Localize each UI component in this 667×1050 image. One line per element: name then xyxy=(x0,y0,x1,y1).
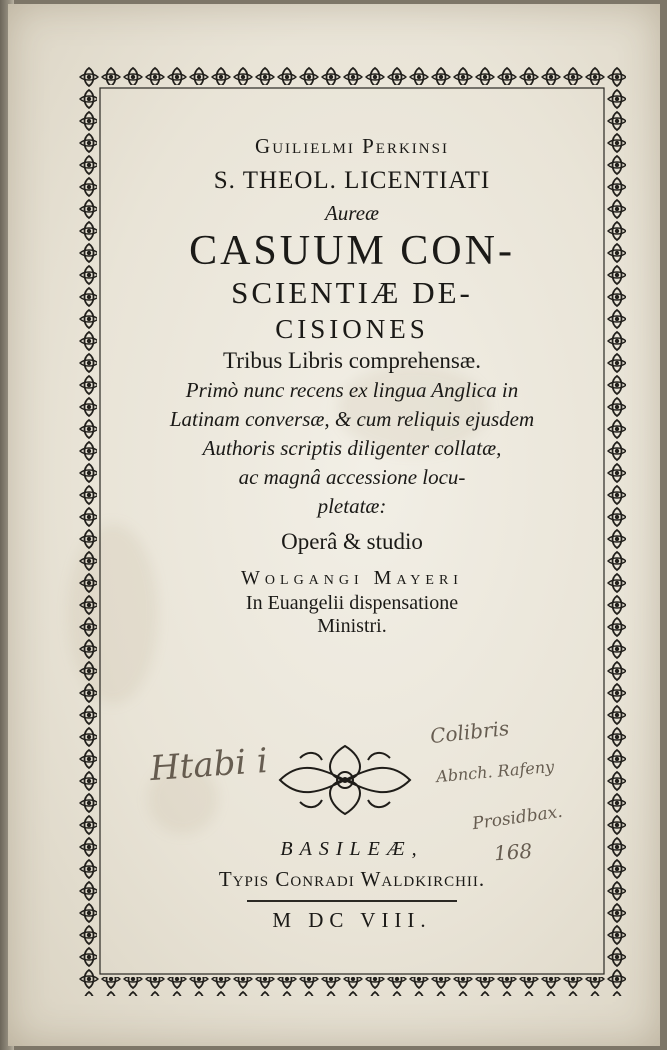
handwritten-note-right-1: Colibris xyxy=(428,715,511,749)
subtitle-line: Tribus Libris comprehensæ. xyxy=(223,348,481,373)
aureae-line: Aureæ xyxy=(324,201,380,225)
imprint-place: BASILEÆ, xyxy=(280,838,424,860)
description-line-3: Authoris scriptis diligenter collatæ, xyxy=(202,436,502,460)
title-line-3: CISIONES xyxy=(275,314,429,344)
handwritten-note-left: Htabi i xyxy=(148,740,270,790)
title-block xyxy=(110,128,594,638)
imprint-block xyxy=(110,838,594,933)
description-line-2: Latinam conversæ, & cum reliquis ejusdem xyxy=(169,407,535,431)
imprint-year: M DC VIII. xyxy=(272,908,432,932)
description-line-5: pletatæ: xyxy=(317,494,387,518)
office-line-2: Ministri. xyxy=(317,615,387,637)
handwritten-note-right-3: Prosidbax. xyxy=(471,801,564,835)
description-line-1: Primò nunc recens ex lingua Anglica in xyxy=(185,378,519,402)
opera-line: Operâ & studio xyxy=(281,529,423,554)
imprint-rule xyxy=(247,900,457,902)
office-line-1: In Euangelii dispensatione xyxy=(245,592,459,614)
printer-ornament xyxy=(270,738,420,822)
author-line: Guilielmi Perkinsi xyxy=(255,134,449,158)
editor-line: Wolgangi Mayeri xyxy=(241,567,463,589)
title-line-2: SCIENTIÆ DE- xyxy=(231,275,473,310)
handwritten-note-right-4: 168 xyxy=(493,838,533,866)
degree-line: S. THEOL. LICENTIATI xyxy=(213,167,491,194)
description-line-4: ac magnâ accessione locu- xyxy=(238,465,466,489)
title-line-1: CASUUM CON- xyxy=(189,228,515,274)
handwritten-note-right-2: Abnch. Rafeny xyxy=(435,756,555,787)
imprint-printer: Typis Conradi Waldkirchii. xyxy=(218,867,486,891)
